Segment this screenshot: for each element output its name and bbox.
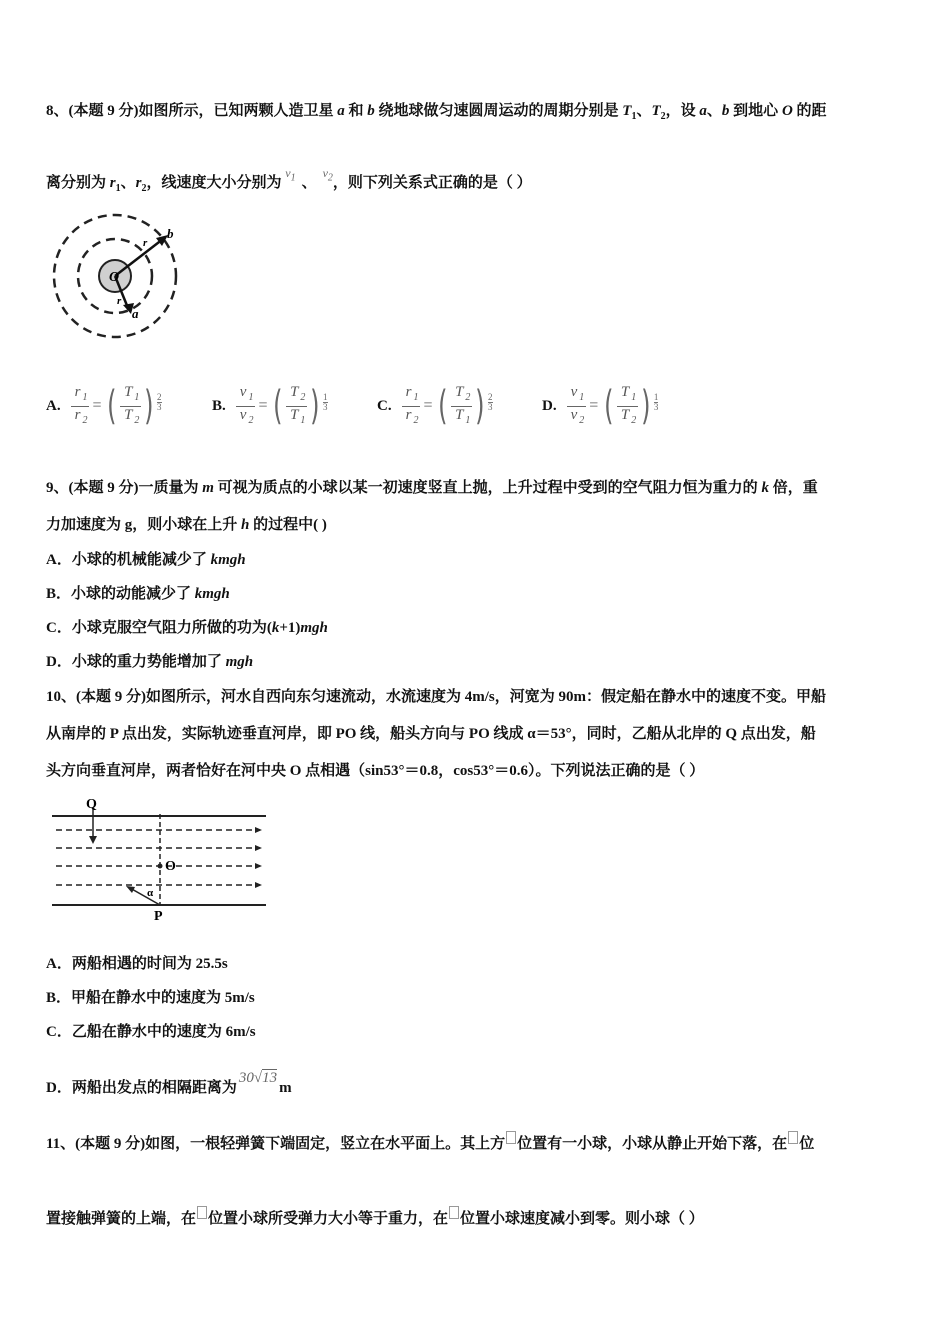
- label-b: b: [167, 226, 174, 241]
- label-q: Q: [86, 797, 97, 812]
- q9-line1: 9、(本题 9 分)一质量为 m 可视为质点的小球以某一初速度竖直上抛，上升过程中受到的空气阻力恒为重力的 k 倍，重: [46, 480, 818, 496]
- label-r1: r: [117, 295, 122, 307]
- q8-option-a[interactable]: A. $\frac{r _1}{r _2}$ = ( $\frac{T _1}{T _2}$ ) 2 3: [46, 383, 162, 429]
- q9-option-d[interactable]: D．小球的重力势能增加了 mgh: [46, 654, 254, 670]
- p-arrowhead: [126, 886, 135, 893]
- q9-option-b[interactable]: B．小球的动能减少了 kmgh: [46, 586, 230, 602]
- position-placeholder-icon: [449, 1206, 459, 1219]
- frac-lhs: $\frac{v _1}{v _2}$: [567, 384, 587, 429]
- p-boat-heading: [130, 888, 160, 905]
- label-alpha: α: [147, 887, 154, 899]
- frac-rhs: $\frac{T _2}{T _1}$: [286, 384, 307, 429]
- position-placeholder-icon: [506, 1131, 516, 1144]
- center-label: O: [109, 270, 120, 285]
- label-o: O: [165, 859, 176, 874]
- q11-line2: 置接触弹簧的上端，在 位置小球所受弹力大小等于重力，在 位置小球速度减小到零。则小球（ ）: [46, 1206, 704, 1229]
- position-placeholder-icon: [197, 1206, 207, 1219]
- position-placeholder-icon: [788, 1131, 798, 1144]
- q10-option-b[interactable]: B．甲船在静水中的速度为 5m/s: [46, 990, 255, 1006]
- q9-option-c[interactable]: C．小球克服空气阻力所做的功为(k+1)mgh: [46, 620, 328, 636]
- v1-symbol: v1: [285, 166, 296, 184]
- q8-line2: 离分别为 $r_1$、$r_2$，线速度大小分别为 $^{v_1}$ 、$^{v_2}$，则下列关系式正确的是（ ）: [46, 166, 532, 194]
- frac-rhs: $\frac{T _1}{T _2}$: [120, 384, 141, 429]
- q10-option-c[interactable]: C．乙船在静水中的速度为 6m/s: [46, 1024, 256, 1040]
- q10-line2: 从南岸的 P 点出发，实际轨迹垂直河岸，即 PO 线，船头方向与 PO 线成 α＝53°，同时，乙船从北岸的 Q 点出发，船: [46, 726, 816, 742]
- q10-option-d[interactable]: D．两船出发点的相隔距离为30√13m: [46, 1070, 292, 1096]
- river-diagram: [48, 794, 272, 924]
- label-a: a: [132, 306, 139, 321]
- exponent: 2 3: [488, 391, 493, 412]
- q8-option-c[interactable]: C. $\frac{r _1}{r _2}$ = ( $\frac{T _2}{T _1}$ ) 2 3: [377, 383, 493, 429]
- q9-option-a[interactable]: A．小球的机械能减少了 kmgh: [46, 552, 246, 568]
- q10-line1: 10、(本题 9 分)如图所示，河水自西向东匀速流动，水流速度为 4m/s，河宽为 90m：假定船在静水中的速度不变。甲船: [46, 689, 826, 705]
- frac-rhs: $\frac{T _1}{T _2}$: [617, 384, 638, 429]
- frac-lhs: $\frac{v _1}{v _2}$: [236, 384, 256, 429]
- frac-lhs: $\frac{r _1}{r _2}$: [71, 384, 90, 429]
- q10-line3: 头方向垂直河岸，两者恰好在河中央 O 点相遇（sin53°＝0.8，cos53°＝0.6）。下列说法正确的是（ ）: [46, 763, 705, 779]
- exponent: 1 3: [323, 391, 328, 412]
- frac-lhs: $\frac{r _1}{r _2}$: [402, 384, 421, 429]
- exponent: 1 3: [653, 391, 659, 412]
- point-o: [158, 864, 163, 869]
- q11-line1: 11、(本题 9 分)如图，一根轻弹簧下端固定，竖立在水平面上。其上方 位置有一小球，小球从静止开始下落，在 位: [46, 1131, 814, 1154]
- orbit-diagram: [50, 208, 182, 344]
- q-arrowhead: [89, 836, 97, 844]
- q8-option-b[interactable]: B. $\frac{v _1}{v _2}$ = ( $\frac{T _2}{T _1}$ ) 1 3: [212, 383, 328, 429]
- q8-line1: 8、(本题 9 分)如图所示，已知两颗人造卫星 a 和 b 绕地球做匀速圆周运动的周期分别是 $T_1$、$T_2$，设 a、b 到地心 O 的距: [46, 103, 827, 122]
- q9-line2: 力加速度为 g，则小球在上升 h 的过程中( ): [46, 517, 327, 533]
- label-p: P: [154, 909, 163, 924]
- v2-symbol: v2: [322, 166, 333, 184]
- q8-option-d[interactable]: D. $\frac{v _1}{v _2}$ = ( $\frac{T _1}{T _2}$ ) 1 3: [542, 383, 659, 429]
- q10-option-a[interactable]: A．两船相遇的时间为 25.5s: [46, 956, 228, 972]
- label-r2: r: [143, 237, 148, 249]
- sqrt-expression: 30√13: [238, 1070, 278, 1086]
- exponent: 2 3: [157, 391, 162, 412]
- r2-vector: [115, 239, 163, 276]
- current-arrowheads: [255, 827, 262, 888]
- current-lines: [56, 830, 258, 885]
- frac-rhs: $\frac{T _2}{T _1}$: [451, 384, 472, 429]
